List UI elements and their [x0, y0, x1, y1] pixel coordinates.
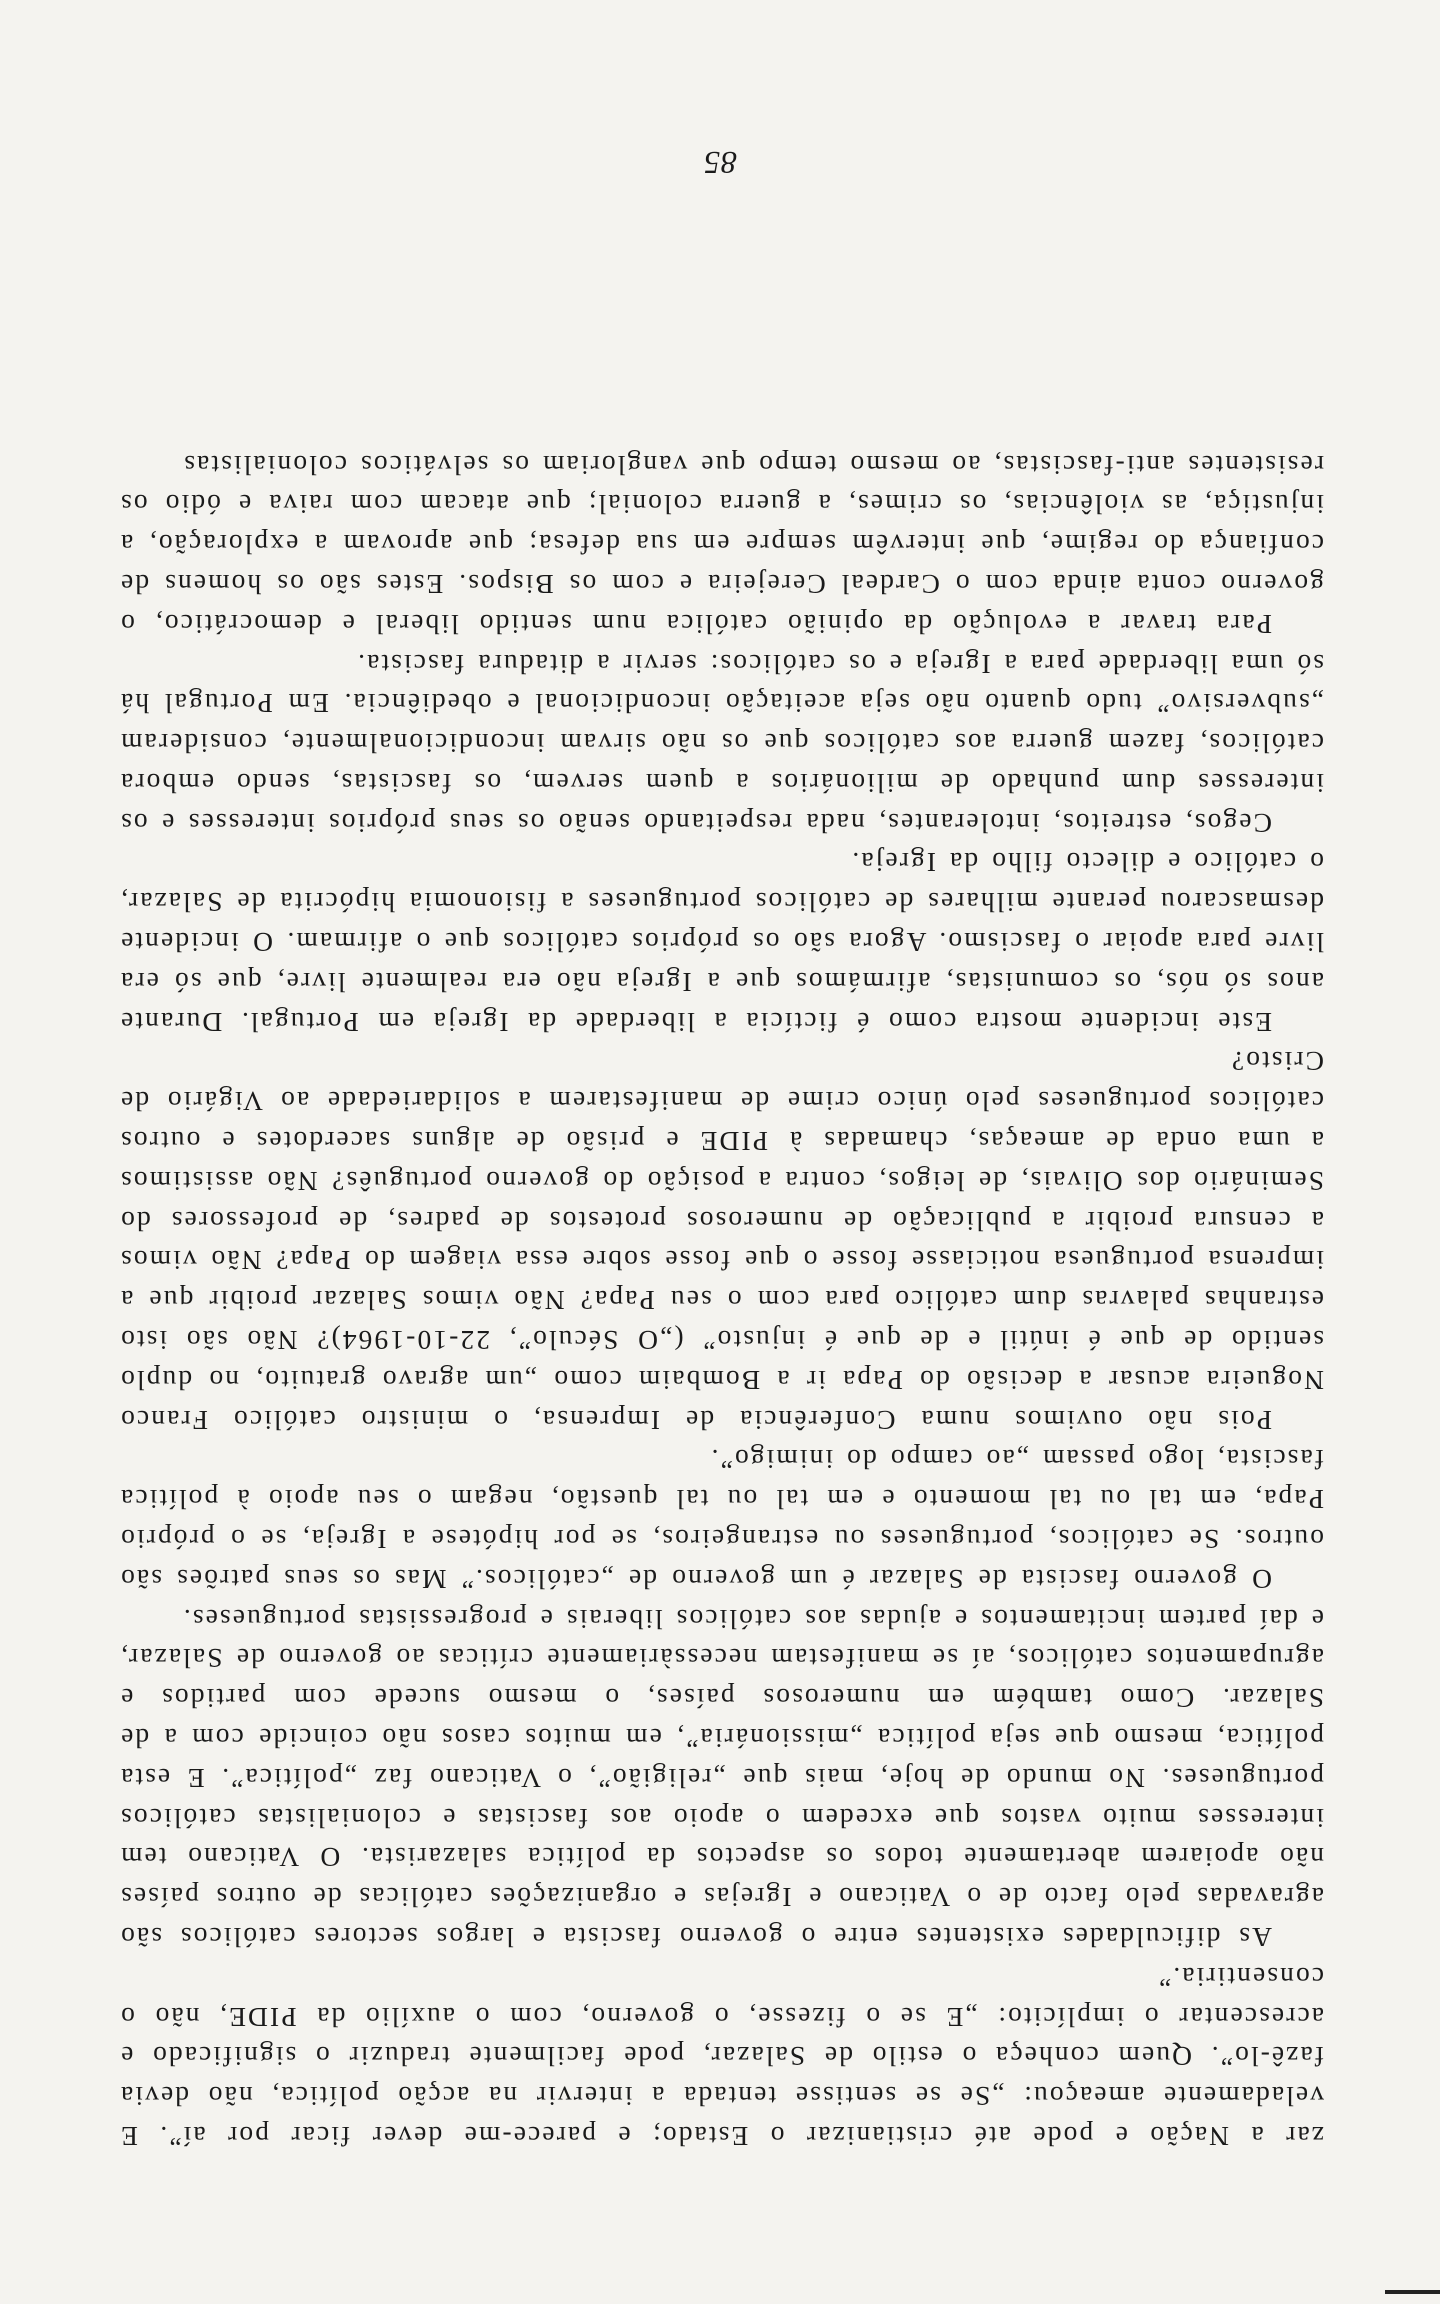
paragraph: O governo fascista de Salazar é um governo de „católicos.” Mas os seus patrões são outros. Se católicos, portugueses ou estrangeiros, se por hipótese a Igreja, se o próprio Papa, em tal ou tal momento e em tal ou tal questão, negam o seu apoio à política fascista, logo passam „ao campo do inimigo”. — [119, 1444, 1324, 1595]
scan-edge-mark — [1385, 2290, 1440, 2294]
paragraph: Cegos, estreitos, intolerantes, nada respeitando senão os seus próprios interesses e os interesses dum punhado de milionários a quem servem, os fascistas, sendo embora católicos, fazem guerra aos católicos que os não sirvam incondicionalmente, consideram „subversivo” tudo quanto não seja aceitação incondicional e obediência. Em Portugal há só uma liberdade para a Igreja e os católicos: servir a ditadura fascista. — [119, 648, 1324, 839]
paragraph: As dificuldades existentes entre o governo fascista e largos sectores católicos são agravadas pelo facto de o Vaticano e Igrejas e organizações católicas de outros países não apoiarem abertamente todos os aspectos da política salazarista. O Vaticano tem interesses muito vastos que excedem o apoio aos fascistas e colonialistas católicos portugueses. No mundo de hoje, mais que „religião”, o Vaticano faz „política”. E esta política, mesmo que seja política „missionária”, em muitos casos não coincide com a de Salazar. Como também em numerosos países, o mesmo sucede com partidos e agrupamentos católicos, aí se manifestam necessàriamente críticas ao governo de Salazar, e daí partem incitamentos e ajudas aos católicos liberais e progressistas portugueses. — [119, 1603, 1324, 1954]
paragraph: Para travar a evolução da opinião católica num sentido liberal e democrático, o governo conta ainda com o Cardeal Cerejeira e com os Bispos. Estes são os homens de confiança do regime, que intervêm sempre em sua defesa; que aprovam a exploração, a injustiça, as violências, os crimes, a guerra colonial; que atacam com raiva e ódio os resistentes anti-fascistas, ao mesmo tempo que vangloriam os selváticos colonialistas — [119, 449, 1324, 640]
page-number: 85 — [703, 145, 737, 181]
paragraph: Este incidente mostra como é fictícia a liberdade da Igreja em Portugal. Durante anos só nós, os comunistas, afirmámos que a Igreja não era realmente livre, que só era livre para apoiar o fascismo. Agora são os próprios católicos que o afirmam. O incidente desmascarou perante milhares de católicos portugueses a fisionomia hipócrita de Salazar, o católico e dilecto filho da Igreja. — [119, 847, 1324, 1038]
paragraph: zar a Nação e pode até cristianizar o Estado; e parece-me dever ficar por aí”. E veladamente ameaçou: „Se se sentisse tentada a intervir na acção política, não devia fazê-lo”. Quem conheça o estilo de Salazar, pode facilmente traduzir o significado e acrescentar o implícito: „E se o fizesse, o governo, com o auxílio da PIDE, não o consentiria.” — [119, 1961, 1324, 2152]
paragraph: Pois não ouvimos numa Conferência de Imprensa, o ministro católico Franco Nogueira acusar a decisão do Papa ir a Bombaim como „um agravo gratuito, no duplo sentido de que é inútil e de que é injusto” („O Século”, 22-10-1964)? Não são isto estranhas palavras dum católico para com o seu Papa? Não vimos Salazar proibir que a imprensa portuguesa noticiasse fosse o que fosse sobre essa viagem do Papa? Não vimos a censura proibir a publicação de numerosos protestos de padres, de professores do Seminário dos Olivais, de leigos, contra a posição do governo português? Não assistimos a uma onda de ameaças, chamadas à PIDE e prisão de alguns sacerdotes e outros católicos portugueses pelo único crime de manifestarem a solidariedade ao Vigário de Cristo? — [119, 1046, 1324, 1436]
body-text — [119, 445, 1324, 2156]
